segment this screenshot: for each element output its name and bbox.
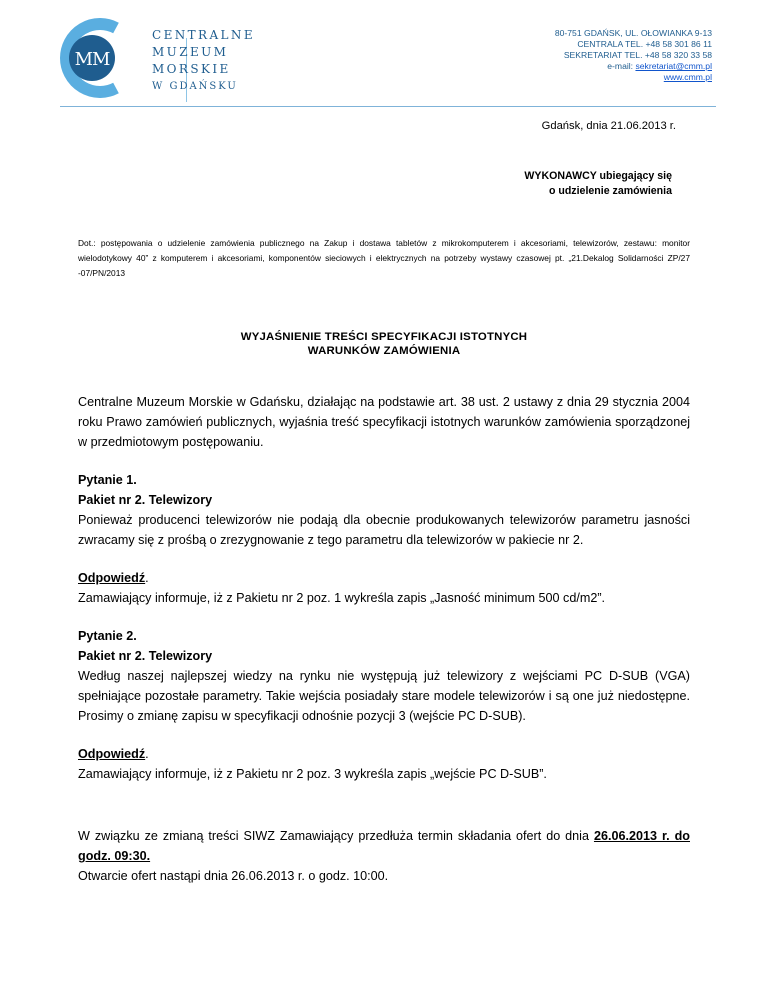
document-body	[78, 392, 690, 886]
cmm-logo-mark	[48, 18, 138, 98]
question-1	[78, 470, 690, 550]
answer-text: Zamawiający informuje, iż z Pakietu nr 2 poz. 1 wykreśla zapis „Jasność minimum 500 cd/m2”.	[78, 591, 606, 605]
deadline-date: 26.06.2013 r. do godz. 09:30.	[78, 829, 690, 863]
museum-name-line-2: MUZEUM	[152, 45, 229, 59]
answer-label-suffix: .	[145, 747, 149, 761]
question-package: Pakiet nr 2. Telewizory	[78, 649, 213, 663]
title-line-1: WYJAŚNIENIE TREŚCI SPECYFIKACJI ISTOTNYCH	[240, 331, 528, 343]
title-line-2: WARUNKÓW ZAMÓWIENIA	[307, 345, 461, 357]
email-line	[555, 61, 712, 72]
email-link[interactable]: sekretariat@cmm.pl	[635, 61, 712, 71]
email-label: e-mail:	[607, 61, 636, 71]
document-title	[78, 330, 690, 358]
museum-name-line-1: CENTRALNE	[152, 28, 255, 42]
closing-block	[78, 826, 690, 886]
answer-2	[78, 744, 690, 784]
recipient-block	[524, 169, 672, 199]
central-phone: CENTRALA TEL. +48 58 301 86 11	[577, 39, 712, 49]
closing-text: W związku ze zmianą treści SIWZ Zamawiający przedłuża termin składania ofert do dnia	[78, 829, 594, 843]
question-package: Pakiet nr 2. Telewizory	[78, 493, 213, 507]
recipient-line-2: o udzielenie zamówienia	[548, 185, 672, 197]
intro-paragraph: Centralne Muzeum Morskie w Gdańsku, działając na podstawie art. 38 ust. 2 ustawy z dnia 29 stycznia 2004 roku Prawo zamówień publicznych, wyjaśnia treść specyfikacji istotnych warunków zamówienia sporządzonej w przedmiotowym postępowaniu.	[78, 395, 690, 449]
question-2	[78, 626, 690, 726]
recipient-line-1: WYKONAWCY ubiegający się	[524, 170, 672, 182]
answer-label-line	[78, 744, 690, 764]
answer-text: Zamawiający informuje, iż z Pakietu nr 2 poz. 3 wykreśla zapis „wejście PC D-SUB”.	[78, 767, 547, 781]
website-line	[555, 72, 712, 83]
answer-label: Odpowiedź	[78, 747, 146, 761]
museum-name-line-3: MORSKIE	[152, 62, 231, 76]
question-text: Według naszej najlepszej wiedzy na rynku nie występują już telewizory z wejściami PC D-SUB (VGA) spełniające pozostałe parametry. Takie wejścia posiadały stare modele telewizorów i są one już niedostępne. Prosimy o zmianę zapisu w specyfikacji odnośnie pozycji 3 (wejście PC D-SUB).	[78, 669, 690, 723]
question-label: Pytanie 1.	[78, 473, 137, 487]
question-text: Ponieważ producenci telewizorów nie podają dla obecnie produkowanych telewizorów parametru jasności zwracamy się z prośbą o zrezygnowanie z tego parametru dla telewizorów w pakiecie nr 2.	[78, 513, 690, 547]
secretariat-phone: SEKRETARIAT TEL. +48 58 320 33 58	[563, 50, 712, 60]
date-line: Gdańsk, dnia 21.06.2013 r.	[541, 120, 676, 132]
logo-monogram: MM	[74, 49, 110, 70]
website-link[interactable]: www.cmm.pl	[663, 72, 712, 82]
closing-deadline	[78, 826, 690, 866]
museum-name	[152, 27, 255, 95]
question-label: Pytanie 2.	[78, 629, 137, 643]
closing-opening: Otwarcie ofert nastąpi dnia 26.06.2013 r. o godz. 10:00.	[78, 869, 389, 883]
answer-label: Odpowiedź	[78, 571, 146, 585]
answer-label-suffix: .	[145, 571, 149, 585]
address: 80-751 GDAŃSK, UL. OŁOWIANKA 9-13	[554, 28, 712, 38]
answer-1	[78, 568, 690, 608]
answer-label-line	[78, 568, 690, 588]
contact-block	[555, 28, 712, 83]
header-rule	[60, 106, 716, 107]
museum-name-line-4: W GDAŃSKU	[152, 81, 238, 92]
reference-text: Dot.: postępowania o udzielenie zamówienia publicznego na Zakup i dostawa tabletów z mikrokomputerem i akcesoriami, telewizorów, zestawu: monitor wielodotykowy 40” z komputerem i akcesoriami, komponentów sieciowych i elektrycznych na potrzeby wystawy czasowej pt. „21.Dekalog Solidarności ZP/27 -07/PN/2013	[78, 238, 690, 278]
